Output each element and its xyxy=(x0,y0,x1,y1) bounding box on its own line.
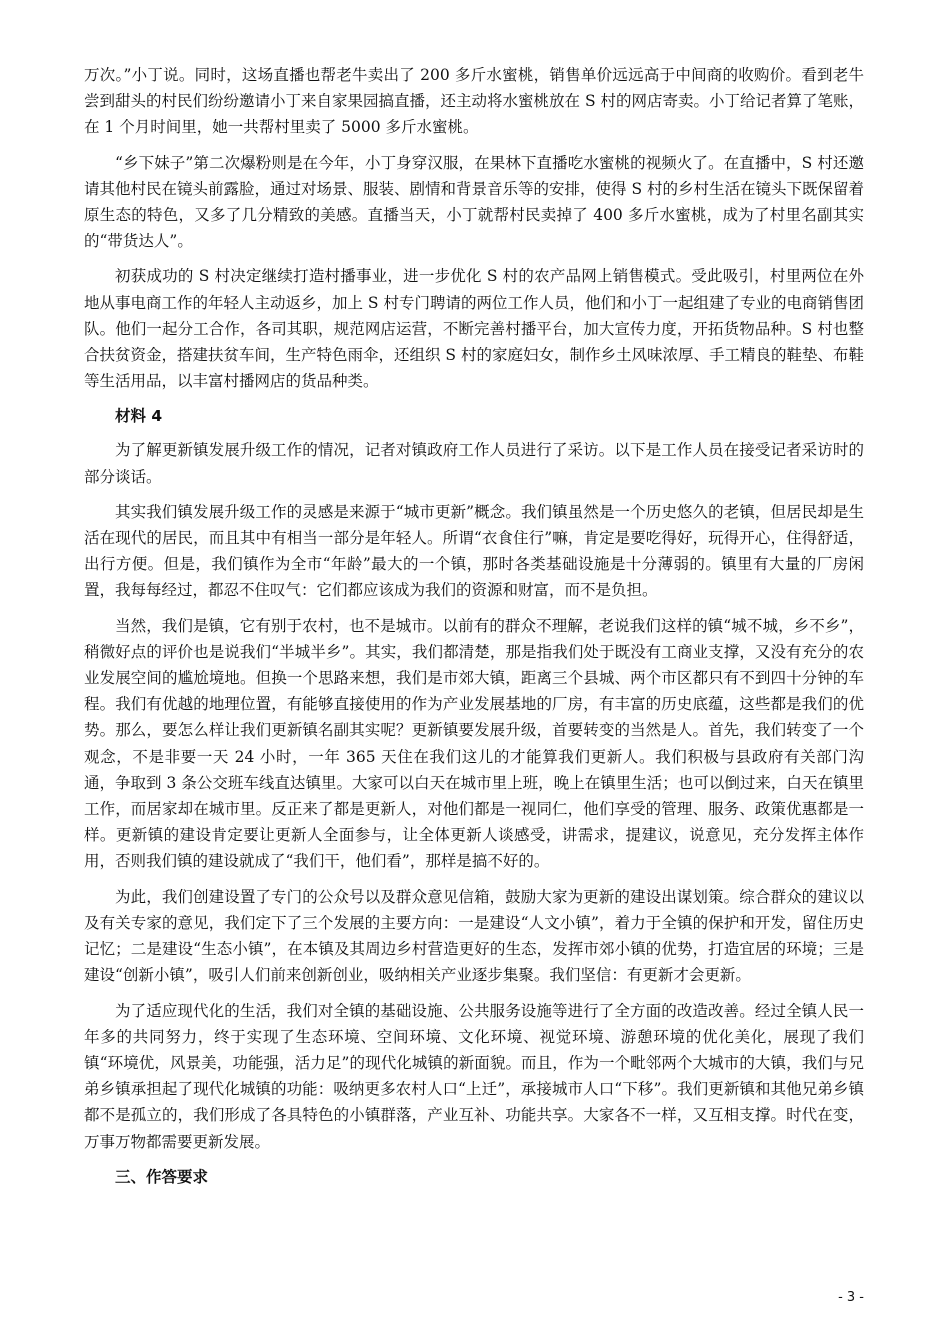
material-heading: 材料 4 xyxy=(115,407,163,426)
section-heading: 三、作答要求 xyxy=(115,1167,209,1186)
paragraph: 为此，我们创建设置了专门的公众号以及群众意见信箱，鼓励大家为更新的建设出谋划策。综合群众的建议以及有关专家的意见，我们定下了三个发展的主要方向：一是建设“人文小镇”，着力于全镇的保护和开发，留住历史记忆；二是建设“生态小镇”，在本镇及其周边乡村营造更好的生态，发挥市郊小镇的优势，打造宜居的环境；三是建设“创新小镇”，吸引人们前来创新创业，吸纳相关产业逐步集聚。我们坚信：有更新才会更新。 xyxy=(84,887,864,985)
paragraph: “乡下妹子”第二次爆粉则是在今年，小丁身穿汉服，在果林下直播吃水蜜桃的视频火了。在直播中，S 村还邀请其他村民在镜头前露脸，通过对场景、服装、剧情和背景音乐等的安排，使得 S 村的乡村生活在镜头下既保留着原生态的特色，又多了几分精致的美感。直播当天，小丁就帮村民卖掉了 400 多斤水蜜桃，成为了村里名副其实的“带货达人”。 xyxy=(84,153,864,251)
page-content xyxy=(84,62,864,1198)
paragraph: 初获成功的 S 村决定继续打造村播事业，进一步优化 S 村的农产品网上销售模式。受此吸引，村里两位在外地从事电商工作的年轻人主动返乡，加上 S 村专门聘请的两位工作人员，他们和小丁一起组建了专业的电商销售团队。他们一起分工合作，各司其职，规范网店运营，不断完善村播平台，加大宣传力度，开拓货物品种。S 村也整合扶贫资金，搭建扶贫车间，生产特色雨伞，还组织 S 村的家庭妇女，制作乡土风味浓厚、手工精良的鞋垫、布鞋等生活用品，以丰富村播网店的货品种类。 xyxy=(84,267,864,391)
paragraph-continued: 万次。”小丁说。同时，这场直播也帮老牛卖出了 200 多斤水蜜桃，销售单价远远高于中间商的收购价。看到老牛尝到甜头的村民们纷纷邀请小丁来自家果园搞直播，还主动将水蜜桃放在 S 村的网店寄卖。小丁给记者算了笔账，在 1 个月时间里，她一共帮村里卖了 5000 多斤水蜜桃。 xyxy=(84,66,864,137)
paragraph: 为了解更新镇发展升级工作的情况，记者对镇政府工作人员进行了采访。以下是工作人员在接受记者采访时的部分谈话。 xyxy=(84,441,864,486)
paragraph: 其实我们镇发展升级工作的灵感是来源于“城市更新”概念。我们镇虽然是一个历史悠久的老镇，但居民却是生活在现代的居民，而且其中有相当一部分是年轻人。所谓“衣食住行”嘛，肯定是要吃得好，玩得开心，住得舒适，出行方便。但是，我们镇作为全市“年龄”最大的一个镇，那时各类基础设施是十分薄弱的。镇里有大量的厂房闲置，我每每经过，都忍不住叹气：它们都应该成为我们的资源和财富，而不是负担。 xyxy=(84,502,864,600)
paragraph: 当然，我们是镇，它有别于农村，也不是城市。以前有的群众不理解，老说我们这样的镇“城不城，乡不乡”，稍微好点的评价也是说我们“半城半乡”。其实，我们都清楚，那是指我们处于既没有工商业支撑，又没有充分的农业发展空间的尴尬境地。但换一个思路来想，我们是市郊大镇，距离三个县城、两个市区都只有不到四十分钟的车程。我们有优越的地理位置，有能够直接使用的作为产业发展基地的厂房，有丰富的历史底蕴，这些都是我们的优势。那么，要怎么样让我们更新镇名副其实呢？更新镇要发展升级，首要转变的当然是人。首先，我们转变了一个观念，不是非要一天 24 小时，一年 365 天住在我们这儿的才能算我们更新人。我们积极与县政府有关部门沟通，争取到 3 条公交班车线直达镇里。大家可以白天在城市里上班，晚上在镇里生活；也可以倒过来，白天在镇里工作，而居家却在城市里。反正来了都是更新人，对他们都是一视同仁，他们享受的管理、服务、政策优惠都是一样。更新镇的建设肯定要让更新人全面参与，让全体更新人谈感受，讲需求，提建议，说意见，充分发挥主体作用，否则我们镇的建设就成了“我们干，他们看”，那样是搞不好的。 xyxy=(84,616,864,871)
page-number: - 3 - xyxy=(838,1290,864,1305)
paragraph: 为了适应现代化的生活，我们对全镇的基础设施、公共服务设施等进行了全方面的改造改善。经过全镇人民一年多的共同努力，终于实现了生态环境、空间环境、文化环境、视觉环境、游憩环境的优化美化，展现了我们镇“环境优，风景美，功能强，活力足”的现代化城镇的新面貌。而且，作为一个毗邻两个大城市的大镇，我们与兄弟乡镇承担起了现代化城镇的功能：吸纳更多农村人口“上迁”，承接城市人口“下移”。我们更新镇和其他兄弟乡镇都不是孤立的，我们形成了各具特色的小镇群落，产业互补、功能共享。大家各不一样，又互相支撑。时代在变，万事万物都需要更新发展。 xyxy=(84,1001,864,1151)
